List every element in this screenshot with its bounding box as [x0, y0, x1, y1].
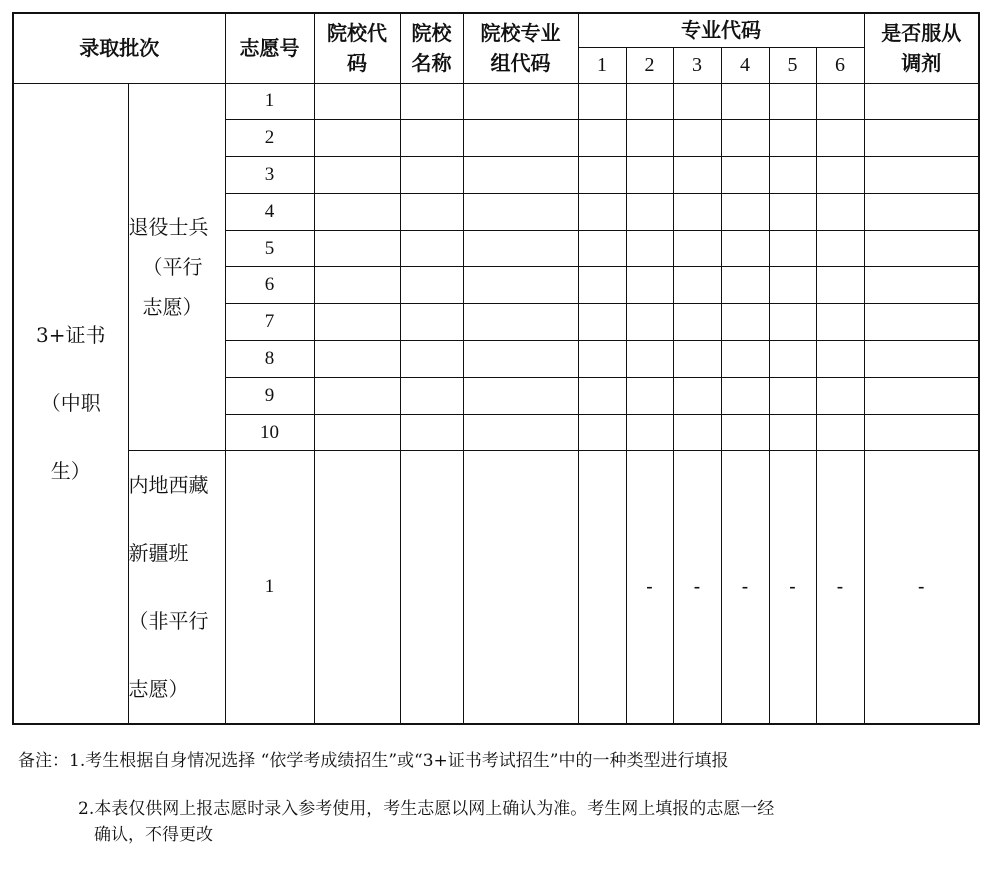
category-line: 生） [50, 459, 91, 484]
notes [18, 748, 978, 848]
major-col-1: 1 [578, 47, 626, 83]
major-code-cell[interactable] [626, 120, 673, 157]
category-label [13, 83, 128, 724]
header-row-1 [13, 13, 979, 47]
note-2-line-1: 2.本表仅供网上报志愿时录入参考使用，考生志愿以网上确认为准。考生网上填报的志愿一经 [78, 799, 775, 819]
major-code-cell[interactable] [673, 157, 721, 194]
major-code-cell[interactable] [673, 414, 721, 451]
header-school-name [400, 13, 463, 83]
major-code-cell[interactable] [816, 341, 864, 378]
major-code-cell[interactable] [769, 83, 816, 120]
group-code-cell[interactable] [463, 267, 578, 304]
major-code-cell[interactable] [769, 341, 816, 378]
group-code-cell[interactable] [463, 451, 578, 725]
special-group-line: 志愿） [128, 677, 189, 702]
major-code-cell[interactable] [673, 230, 721, 267]
major-code-cell[interactable] [721, 341, 769, 378]
group-code-cell[interactable] [463, 341, 578, 378]
group-code-cell[interactable] [463, 83, 578, 120]
school-code-cell[interactable] [314, 83, 400, 120]
major-code-cell[interactable] [769, 230, 816, 267]
adjust-cell[interactable] [864, 377, 979, 414]
major-code-dash: - [721, 451, 769, 725]
major-code-cell[interactable] [816, 377, 864, 414]
header-school-code-line2: 码 [347, 51, 367, 76]
school-name-cell[interactable] [400, 414, 463, 451]
school-code-cell[interactable] [314, 451, 400, 725]
major-code-cell[interactable] [816, 304, 864, 341]
major-code-cell[interactable] [626, 193, 673, 230]
header-group-code-line2: 组代码 [490, 51, 551, 76]
parallel-group-line: 退役士兵 [128, 214, 209, 239]
category-line: （中职 [40, 391, 101, 416]
major-code-cell[interactable] [578, 120, 626, 157]
school-code-cell[interactable] [314, 120, 400, 157]
header-adjust-line1: 是否服从 [881, 21, 962, 46]
major-code-dash: - [673, 451, 721, 725]
header-adjust [864, 13, 979, 83]
school-name-cell[interactable] [400, 304, 463, 341]
header-school-code [314, 13, 400, 83]
school-code-cell[interactable] [314, 414, 400, 451]
group-code-cell[interactable] [463, 377, 578, 414]
parallel-group-label [128, 83, 225, 451]
volunteer-form-table [12, 12, 980, 725]
header-school-code-line1: 院校代 [327, 21, 387, 46]
group-code-cell[interactable] [463, 193, 578, 230]
group-code-cell[interactable] [463, 414, 578, 451]
major-code-dash: - [816, 451, 864, 725]
group-code-cell[interactable] [463, 230, 578, 267]
major-code-cell[interactable] [578, 83, 626, 120]
major-code-cell[interactable] [673, 120, 721, 157]
special-group-line: 内地西藏 [128, 473, 209, 498]
group-code-cell[interactable] [463, 120, 578, 157]
note-2-line-2: 确认，不得更改 [94, 825, 213, 845]
major-code-cell[interactable] [626, 414, 673, 451]
major-code-cell[interactable] [626, 157, 673, 194]
major-code-cell[interactable] [626, 304, 673, 341]
school-name-cell[interactable] [400, 341, 463, 378]
major-code-dash: - [769, 451, 816, 725]
choice-number: 3 [225, 157, 314, 194]
school-name-cell[interactable] [400, 193, 463, 230]
parallel-group-line: （平行 [142, 254, 203, 279]
special-group-line: （非平行 [128, 609, 209, 634]
major-code-cell[interactable] [816, 230, 864, 267]
choice-number: 8 [225, 341, 314, 378]
adjust-cell[interactable] [864, 230, 979, 267]
major-col-5: 5 [769, 47, 816, 83]
choice-number: 6 [225, 267, 314, 304]
major-code-cell[interactable] [816, 157, 864, 194]
major-code-cell[interactable] [721, 267, 769, 304]
header-batch: 录取批次 [13, 13, 225, 83]
major-code-cell[interactable] [626, 377, 673, 414]
school-code-cell[interactable] [314, 304, 400, 341]
adjust-cell[interactable] [864, 267, 979, 304]
major-code-cell[interactable] [578, 267, 626, 304]
major-code-cell[interactable] [578, 230, 626, 267]
major-code-cell[interactable] [721, 230, 769, 267]
choice-number: 4 [225, 193, 314, 230]
major-code-cell[interactable] [626, 230, 673, 267]
school-name-cell[interactable] [400, 83, 463, 120]
major-code-cell[interactable] [721, 120, 769, 157]
major-code-cell[interactable] [769, 414, 816, 451]
major-code-cell[interactable] [578, 414, 626, 451]
major-code-cell[interactable] [721, 414, 769, 451]
major-code-cell[interactable] [769, 157, 816, 194]
major-code-cell[interactable] [626, 267, 673, 304]
choice-number: 1 [225, 83, 314, 120]
header-choice-no: 志愿号 [225, 13, 314, 83]
major-col-2: 2 [626, 47, 673, 83]
special-choice-no: 1 [225, 451, 314, 725]
major-code-cell[interactable] [578, 377, 626, 414]
header-school-name-line2: 名称 [411, 51, 452, 76]
special-group-line: 新疆班 [128, 541, 189, 566]
note-2 [18, 796, 978, 848]
choice-number: 7 [225, 304, 314, 341]
major-code-cell[interactable] [816, 83, 864, 120]
major-code-cell[interactable] [816, 267, 864, 304]
major-code-cell[interactable] [673, 267, 721, 304]
school-code-cell[interactable] [314, 267, 400, 304]
special-row [13, 451, 979, 725]
school-name-cell[interactable] [400, 451, 463, 725]
school-code-cell[interactable] [314, 341, 400, 378]
note-1: 备注：1.考生根据自身情况选择 “依学考成绩招生”或“3+证书考试招生”中的一种类型进行填报 [18, 751, 729, 771]
choice-number: 10 [225, 414, 314, 451]
school-code-cell[interactable] [314, 377, 400, 414]
adjust-cell[interactable] [864, 193, 979, 230]
school-code-cell[interactable] [314, 193, 400, 230]
major-code-cell[interactable] [721, 157, 769, 194]
category-line: 3+证书 [36, 323, 106, 348]
parallel-rows [13, 83, 979, 724]
header-major-code: 专业代码 [578, 13, 864, 47]
major-code-cell[interactable] [626, 83, 673, 120]
major-code-cell[interactable] [721, 377, 769, 414]
school-code-cell[interactable] [314, 230, 400, 267]
school-code-cell[interactable] [314, 157, 400, 194]
adjust-cell[interactable] [864, 414, 979, 451]
adjust-cell[interactable] [864, 304, 979, 341]
major-code-cell[interactable] [673, 304, 721, 341]
header-adjust-line2: 调剂 [901, 51, 942, 76]
header-school-name-line1: 院校 [411, 21, 452, 46]
major-code-cell[interactable] [816, 120, 864, 157]
special-group-label [128, 451, 225, 725]
major-col-4: 4 [721, 47, 769, 83]
parallel-group-line: 志愿） [142, 294, 203, 319]
major-code-cell[interactable] [721, 193, 769, 230]
school-name-cell[interactable] [400, 377, 463, 414]
adjust-cell[interactable] [864, 120, 979, 157]
major-code-cell[interactable] [769, 120, 816, 157]
major-code-cell[interactable] [721, 304, 769, 341]
group-code-cell[interactable] [463, 304, 578, 341]
major-code-cell[interactable] [578, 451, 626, 725]
major-code-cell[interactable] [578, 157, 626, 194]
major-code-cell[interactable] [816, 414, 864, 451]
major-code-cell[interactable] [769, 267, 816, 304]
major-code-cell[interactable] [578, 193, 626, 230]
adjust-cell[interactable] [864, 341, 979, 378]
major-col-6: 6 [816, 47, 864, 83]
major-code-cell[interactable] [626, 341, 673, 378]
major-code-cell[interactable] [769, 377, 816, 414]
choice-number: 9 [225, 377, 314, 414]
table-row [13, 83, 979, 120]
major-code-cell[interactable] [769, 193, 816, 230]
major-code-cell[interactable] [673, 377, 721, 414]
major-code-cell[interactable] [673, 341, 721, 378]
choice-number: 2 [225, 120, 314, 157]
major-code-dash: - [626, 451, 673, 725]
school-name-cell[interactable] [400, 157, 463, 194]
major-code-cell[interactable] [721, 83, 769, 120]
major-code-cell[interactable] [578, 304, 626, 341]
adjust-cell[interactable] [864, 83, 979, 120]
school-name-cell[interactable] [400, 267, 463, 304]
adjust-cell[interactable] [864, 157, 979, 194]
choice-number: 5 [225, 230, 314, 267]
school-name-cell[interactable] [400, 120, 463, 157]
adjust-dash: - [864, 451, 979, 725]
major-code-cell[interactable] [673, 193, 721, 230]
header-group-code [463, 13, 578, 83]
major-code-cell[interactable] [578, 341, 626, 378]
header-group-code-line1: 院校专业 [480, 21, 561, 46]
major-code-cell[interactable] [816, 193, 864, 230]
major-col-3: 3 [673, 47, 721, 83]
group-code-cell[interactable] [463, 157, 578, 194]
major-code-cell[interactable] [769, 304, 816, 341]
school-name-cell[interactable] [400, 230, 463, 267]
major-code-cell[interactable] [673, 83, 721, 120]
